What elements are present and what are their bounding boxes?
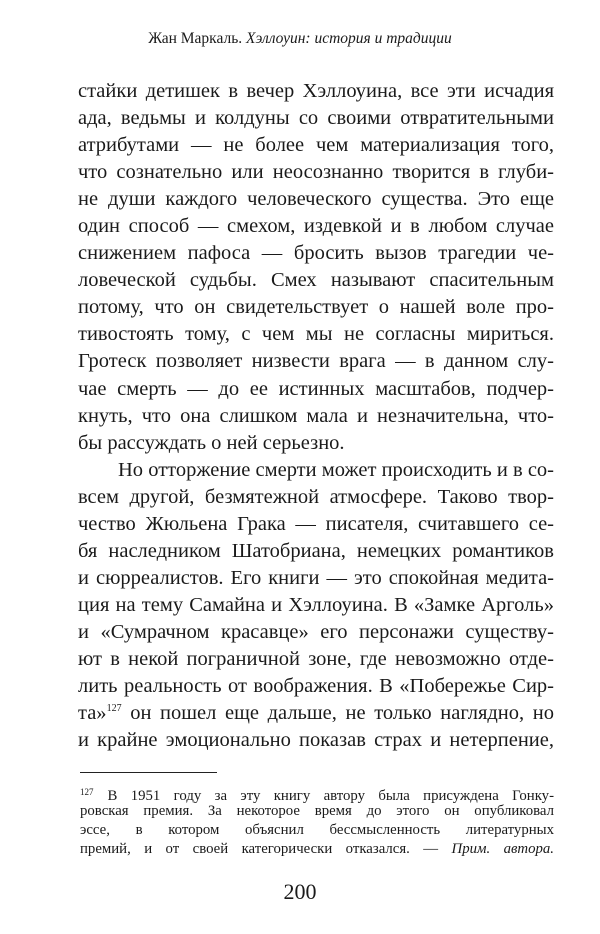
footnote-divider [80, 772, 217, 773]
text-line: тивостоять тому, с чем мы не согласны мириться. [78, 323, 554, 346]
text-line: не души каждого человеческого существа. Это еще [78, 188, 554, 211]
text-line: и сюрреалистов. Его книги — это спокойная медита- [78, 566, 554, 589]
text-line: кнуть, что она слишком мала и незначительна, что- [78, 404, 554, 427]
text-line: один способ — смехом, издевкой и в любом случае [78, 215, 554, 238]
text-line: ада, ведьмы и колдуны со своими отвратительными [78, 107, 554, 130]
footnote-ref[interactable]: 127 [106, 703, 122, 715]
text-line: и «Сумрачном красавце» его персонажи существу- [78, 620, 554, 643]
text-line: чество Жюльена Грака — писателя, считавшего се- [78, 512, 554, 535]
footnote-number: 127 [80, 787, 94, 797]
text-line: и крайне эмоционально показав страх и нетерпение, [78, 729, 554, 752]
text-line: всем другой, безмятежной атмосфере. Таково твор- [78, 485, 554, 508]
text-line: ция на тему Самайна и Хэллоуина. В «Замке Арголь» [78, 593, 554, 616]
text-line: потому, что он свидетельствует о нашей воле про- [78, 296, 554, 319]
footnote-note-tag: Прим. автора. [451, 841, 554, 857]
header-author: Жан Маркаль. [148, 30, 243, 47]
running-header [0, 30, 600, 48]
footnote-line: $^{127}$ В 1951 году за эту книгу автору была присуждена Гонку- [80, 787, 554, 804]
text-line: та»$^{127}$ он пошел еще дальше, не только наглядно, но [78, 702, 554, 725]
text-line: бы рассуждать о ней серьезно. [78, 431, 345, 454]
text-line: атрибутами — не более чем материализация того, [78, 134, 554, 157]
text-line: Но отторжение смерти может происходить и в со- [118, 458, 554, 481]
text-line: ют в некой пограничной зоне, где невозможно отде- [78, 647, 554, 670]
footnote-line: ровская премия. За некоторое время до этого он опубликовал [80, 803, 554, 819]
text-line: что сознательно или неосознанно творится в глуби- [78, 161, 554, 184]
text-line: стайки детишек в вечер Хэллоуина, все эти исчадия [78, 80, 554, 102]
text-line: чае смерть — до ее истинных масштабов, подчер- [78, 377, 554, 400]
text-line: ловеческой судьбы. Смех называют спасительным [78, 269, 554, 292]
text-line: снижением пафоса — бросить вызов трагедии че- [78, 242, 554, 265]
footnote [80, 783, 554, 859]
page-number: 200 [283, 879, 317, 904]
header-book-title: Хэллоуин: история и традиции [246, 30, 452, 47]
text-line: лить реальность от воображения. В «Побережье Сир- [78, 675, 554, 698]
text-line: Гротеск позволяет низвести врага — в данном слу- [78, 350, 554, 373]
text-line: бя наследником Шатобриана, немецких романтиков [78, 539, 554, 562]
main-text [78, 78, 554, 754]
footnote-line: эссе, в котором объяснил бессмысленность литературных [80, 822, 554, 838]
footnote-line: премий, и от своей категорически отказался. — Прим. автора. [80, 841, 554, 857]
